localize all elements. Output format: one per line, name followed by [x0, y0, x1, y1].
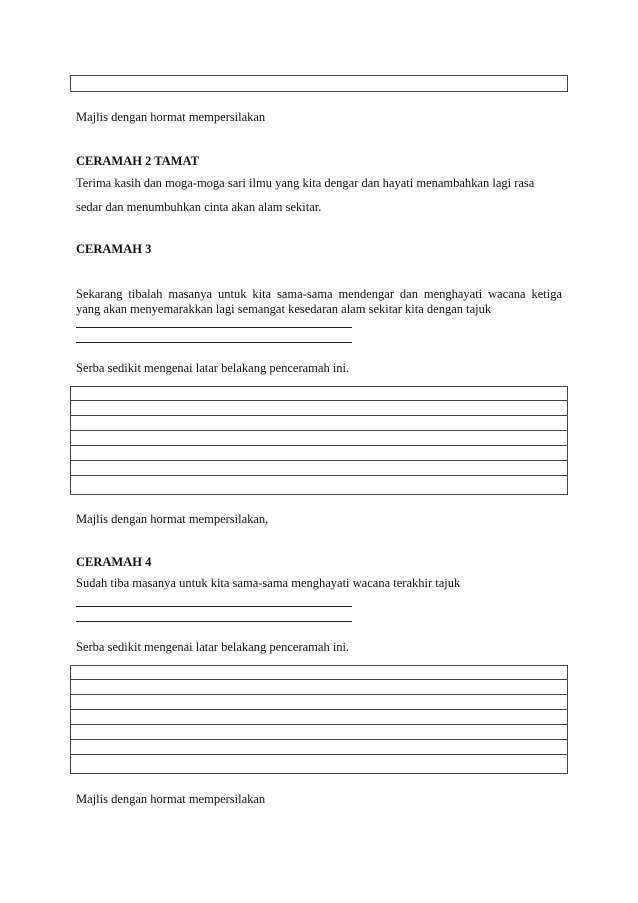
ceramah3-title-blank-1 — [76, 327, 352, 328]
table-row — [71, 387, 567, 400]
table-row — [71, 666, 567, 679]
ceramah2-heading: CERAMAH 2 TAMAT — [76, 154, 199, 168]
ceramah4-line1: Sudah tiba masanya untuk kita sama-sama menghayati wacana terakhir tajuk — [76, 576, 461, 590]
table-row — [71, 430, 567, 445]
ceramah3-line2: yang akan menyemarakkan lagi semangat kesedaran alam sekitar kita dengan tajuk — [76, 302, 492, 316]
ceramah4-title-blank-1 — [76, 606, 352, 607]
table-row — [71, 445, 567, 460]
table-row — [71, 724, 567, 739]
table-row — [71, 415, 567, 430]
top-blank-box — [70, 75, 568, 92]
ceramah3-title-blank-2 — [76, 342, 352, 343]
ceramah4-background-prompt: Serba sedikit mengenai latar belakang penceramah ini. — [76, 640, 350, 654]
table-row — [71, 709, 567, 724]
intro-invite-text: Majlis dengan hormat mempersilakan — [76, 110, 266, 124]
table-row — [71, 739, 567, 754]
ceramah3-background-prompt: Serba sedikit mengenai latar belakang penceramah ini. — [76, 361, 350, 375]
ceramah2-line1: Terima kasih dan moga-moga sari ilmu yang kita dengar dan hayati menambahkan lagi rasa — [76, 176, 535, 190]
ceramah4-invite-text: Majlis dengan hormat mempersilakan — [76, 792, 266, 806]
table-row — [71, 694, 567, 709]
ceramah4-background-table — [70, 665, 568, 774]
ceramah4-title-blank-2 — [76, 621, 352, 622]
table-row — [71, 475, 567, 490]
ceramah3-heading: CERAMAH 3 — [76, 242, 152, 256]
ceramah2-line2: sedar dan menumbuhkan cinta akan alam sekitar. — [76, 200, 322, 214]
table-row — [71, 400, 567, 415]
ceramah3-line1: Sekarang tibalah masanya untuk kita sama-sama mendengar dan menghayati wacana ketiga — [76, 287, 562, 301]
ceramah3-invite-text: Majlis dengan hormat mempersilakan, — [76, 512, 269, 526]
table-row — [71, 679, 567, 694]
ceramah4-heading: CERAMAH 4 — [76, 555, 152, 569]
table-row — [71, 754, 567, 769]
table-row — [71, 460, 567, 475]
ceramah3-background-table — [70, 386, 568, 495]
